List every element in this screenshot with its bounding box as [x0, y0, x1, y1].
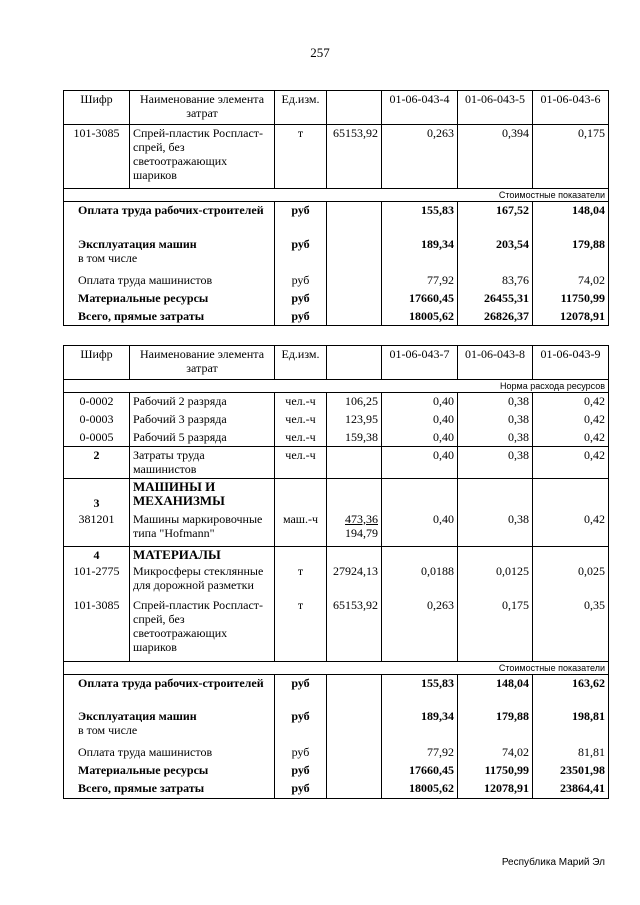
- section-row: [64, 479, 609, 511]
- row-unit: чел.-ч: [275, 429, 327, 447]
- row-value: 12078,91: [533, 308, 609, 326]
- row-code: 0-0002: [64, 393, 130, 411]
- row-name: Материальные ресурсы: [64, 762, 275, 780]
- row-value: 0,42: [533, 411, 609, 429]
- row-value: 23864,41: [533, 780, 609, 798]
- row-name: Оплата труда машинистов: [64, 272, 275, 290]
- resource-table-2: [63, 345, 609, 799]
- row-value: 0,175: [458, 597, 533, 661]
- row-value: 163,62: [533, 674, 609, 708]
- row-value: 77,92: [382, 272, 458, 290]
- row-code: 0-0003: [64, 411, 130, 429]
- row-name: Оплата труда рабочих-строителей: [64, 674, 275, 708]
- row-value: 203,54: [458, 236, 533, 272]
- row-code: 101-2775: [64, 563, 130, 597]
- table-row: [64, 272, 609, 290]
- row-value: 0,40: [382, 447, 458, 479]
- table-row: [64, 308, 609, 326]
- row-name: Всего, прямые затраты: [64, 780, 275, 798]
- header-col-3: 01-06-043-6: [533, 91, 609, 125]
- header-price: [327, 346, 382, 380]
- section-row: [64, 661, 609, 674]
- row-price: [327, 780, 382, 798]
- header-col-1: 01-06-043-4: [382, 91, 458, 125]
- table-row: [64, 744, 609, 762]
- row-name: Микросферы стеклянные для дорожной разметки: [130, 563, 275, 597]
- row-price: [327, 744, 382, 762]
- row-value: 0,38: [458, 447, 533, 479]
- row-unit: руб: [275, 762, 327, 780]
- row-price: [327, 447, 382, 479]
- row-value: 23501,98: [533, 762, 609, 780]
- row-price: 159,38: [327, 429, 382, 447]
- row-value: [533, 547, 609, 564]
- row-name: Рабочий 5 разряда: [130, 429, 275, 447]
- row-value: 0,40: [382, 511, 458, 547]
- row-value: 0,0125: [458, 563, 533, 597]
- table-row: [64, 236, 609, 272]
- row-value: 77,92: [382, 744, 458, 762]
- row-code: 101-3085: [64, 125, 130, 189]
- row-name: Материальные ресурсы: [64, 290, 275, 308]
- row-price: [327, 236, 382, 272]
- row-value: 155,83: [382, 674, 458, 708]
- row-name-sub: в том числе: [78, 723, 138, 737]
- header-code: Шифр: [64, 346, 130, 380]
- row-price-bottom: 194,79: [345, 525, 378, 540]
- row-value: 18005,62: [382, 308, 458, 326]
- row-price: [327, 511, 382, 547]
- row-name: Спрей-пластик Роспласт-спрей, без светоотражающих шариков: [130, 125, 275, 189]
- table-row: [64, 597, 609, 661]
- row-unit: руб: [275, 744, 327, 762]
- row-value: 0,42: [533, 447, 609, 479]
- row-price: [327, 708, 382, 744]
- row-value: 18005,62: [382, 780, 458, 798]
- table-row: [64, 762, 609, 780]
- header-col-3: 01-06-043-9: [533, 346, 609, 380]
- row-value: 148,04: [533, 202, 609, 236]
- row-price: [327, 762, 382, 780]
- row-value: 17660,45: [382, 762, 458, 780]
- header-unit: Ед.изм.: [275, 346, 327, 380]
- row-price: 65153,92: [327, 125, 382, 189]
- row-unit: чел.-ч: [275, 447, 327, 479]
- header-col-2: 01-06-043-8: [458, 346, 533, 380]
- row-price: 123,95: [327, 411, 382, 429]
- row-name: Всего, прямые затраты: [64, 308, 275, 326]
- resource-table-1: [63, 90, 609, 326]
- row-value: 148,04: [458, 674, 533, 708]
- row-value: 26826,37: [458, 308, 533, 326]
- section-code: 3: [64, 479, 130, 511]
- cost-section-label: Стоимостные показатели: [64, 189, 609, 202]
- row-code: 0-0005: [64, 429, 130, 447]
- row-value: [382, 547, 458, 564]
- header-col-2: 01-06-043-5: [458, 91, 533, 125]
- row-value: 0,40: [382, 393, 458, 411]
- section-title: МАТЕРИАЛЫ: [130, 547, 275, 564]
- row-value: 0,263: [382, 125, 458, 189]
- cost-section-label: Стоимостные показатели: [64, 661, 609, 674]
- page-number: 257: [310, 45, 330, 60]
- row-price: [327, 272, 382, 290]
- row-name: Оплата труда рабочих-строителей: [64, 202, 275, 236]
- row-unit: т: [275, 125, 327, 189]
- norm-section-label: Норма расхода ресурсов: [64, 380, 609, 393]
- row-name: Затраты труда машинистов: [130, 447, 275, 479]
- row-unit: руб: [275, 674, 327, 708]
- row-name: [64, 708, 275, 744]
- row-price: [327, 479, 382, 511]
- table-row: [64, 393, 609, 411]
- header-col-1: 01-06-043-7: [382, 346, 458, 380]
- row-value: 0,394: [458, 125, 533, 189]
- row-unit: т: [275, 597, 327, 661]
- row-unit: [275, 479, 327, 511]
- row-unit: руб: [275, 780, 327, 798]
- header-code: Шифр: [64, 91, 130, 125]
- section-code: 4: [64, 547, 130, 564]
- table-row: [64, 511, 609, 547]
- row-value: 0,42: [533, 429, 609, 447]
- table-header-row: [64, 91, 609, 125]
- row-name: Оплата труда машинистов: [64, 744, 275, 762]
- row-value: [458, 547, 533, 564]
- row-value: 0,35: [533, 597, 609, 661]
- row-value: 0,025: [533, 563, 609, 597]
- row-value: 0,263: [382, 597, 458, 661]
- row-value: 12078,91: [458, 780, 533, 798]
- row-value: 83,76: [458, 272, 533, 290]
- row-code: 2: [64, 447, 130, 479]
- table-row: [64, 447, 609, 479]
- row-name: Спрей-пластик Роспласт-спрей, без светоотражающих шариков: [130, 597, 275, 661]
- row-value: 0,0188: [382, 563, 458, 597]
- row-name-sub: в том числе: [78, 250, 138, 265]
- row-value: 155,83: [382, 202, 458, 236]
- row-value: 179,88: [458, 708, 533, 744]
- row-price: 27924,13: [327, 563, 382, 597]
- row-value: 26455,31: [458, 290, 533, 308]
- row-price: [327, 202, 382, 236]
- row-price: [327, 308, 382, 326]
- row-value: [458, 479, 533, 511]
- row-unit: чел.-ч: [275, 411, 327, 429]
- row-value: 0,175: [533, 125, 609, 189]
- row-value: 189,34: [382, 236, 458, 272]
- table-row: [64, 290, 609, 308]
- row-unit: т: [275, 563, 327, 597]
- row-value: 74,02: [533, 272, 609, 290]
- header-name: Наименование элемента затрат: [130, 346, 275, 380]
- row-name: Рабочий 3 разряда: [130, 411, 275, 429]
- row-value: 0,40: [382, 429, 458, 447]
- row-price: 106,25: [327, 393, 382, 411]
- row-value: 0,42: [533, 511, 609, 547]
- footer-region: Республика Марий Эл: [501, 857, 605, 868]
- section-row: [64, 547, 609, 564]
- row-value: 11750,99: [533, 290, 609, 308]
- table-row: [64, 780, 609, 798]
- row-price: [327, 547, 382, 564]
- row-name-main: Эксплуатация машин: [78, 236, 197, 251]
- table-row: [64, 125, 609, 189]
- row-unit: [275, 547, 327, 564]
- table-row: [64, 429, 609, 447]
- row-unit: руб: [275, 290, 327, 308]
- row-value: 0,38: [458, 429, 533, 447]
- row-unit: руб: [275, 708, 327, 744]
- row-unit: руб: [275, 308, 327, 326]
- row-value: [533, 479, 609, 511]
- row-name: Машины маркировочные типа "Hofmann": [130, 511, 275, 547]
- row-price: [327, 290, 382, 308]
- row-code: 101-3085: [64, 597, 130, 661]
- header-price: [327, 91, 382, 125]
- row-name: Рабочий 2 разряда: [130, 393, 275, 411]
- row-name-main: Эксплуатация машин: [78, 709, 197, 723]
- row-unit: руб: [275, 272, 327, 290]
- row-value: 189,34: [382, 708, 458, 744]
- table-row: [64, 708, 609, 744]
- table-row: [64, 674, 609, 708]
- row-unit: чел.-ч: [275, 393, 327, 411]
- row-value: 198,81: [533, 708, 609, 744]
- row-value: 74,02: [458, 744, 533, 762]
- row-unit: маш.-ч: [275, 511, 327, 547]
- row-value: 167,52: [458, 202, 533, 236]
- row-price: [327, 674, 382, 708]
- section-title: МАШИНЫ И МЕХАНИЗМЫ: [130, 479, 275, 511]
- row-unit: руб: [275, 202, 327, 236]
- table-row: [64, 563, 609, 597]
- row-value: 0,40: [382, 411, 458, 429]
- table-row: [64, 202, 609, 236]
- row-value: 17660,45: [382, 290, 458, 308]
- table-header-row: [64, 346, 609, 380]
- row-code: 381201: [64, 511, 130, 547]
- row-value: 0,42: [533, 393, 609, 411]
- row-value: 179,88: [533, 236, 609, 272]
- row-value: 81,81: [533, 744, 609, 762]
- row-value: 0,38: [458, 393, 533, 411]
- table-row: [64, 411, 609, 429]
- row-value: 0,38: [458, 411, 533, 429]
- header-unit: Ед.изм.: [275, 91, 327, 125]
- row-price: 65153,92: [327, 597, 382, 661]
- row-price-top: 473,36: [345, 511, 378, 526]
- row-value: 0,38: [458, 511, 533, 547]
- row-unit: руб: [275, 236, 327, 272]
- section-row: [64, 189, 609, 202]
- row-value: 11750,99: [458, 762, 533, 780]
- section-row: [64, 380, 609, 393]
- row-name: [64, 236, 275, 272]
- row-value: [382, 479, 458, 511]
- header-name: Наименование элемента затрат: [130, 91, 275, 125]
